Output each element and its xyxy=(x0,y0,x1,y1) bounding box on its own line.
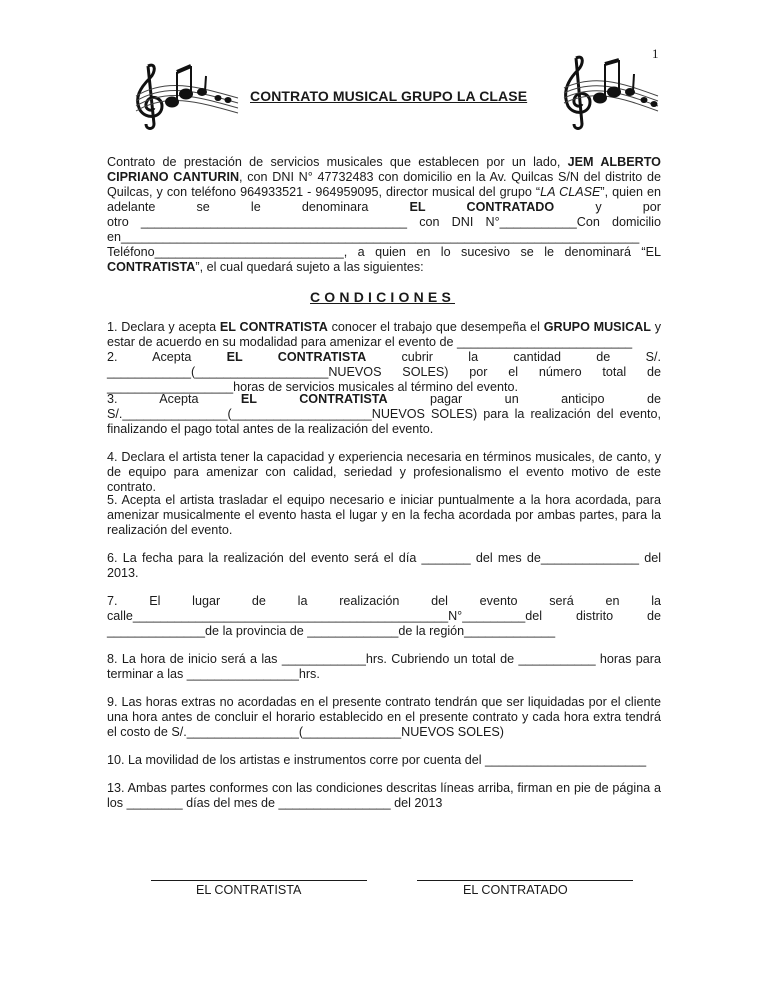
clause-6 xyxy=(107,551,661,581)
clause-text: de equipo para amenizar con calidad, seriedad y profesionalismo el evento motivo de este contrato. xyxy=(107,465,661,494)
eighth-notes-icon xyxy=(594,60,657,106)
clause-3 xyxy=(107,392,661,437)
eighth-notes-icon xyxy=(166,66,231,107)
clause-text: 9. Las horas extras no acordadas en el presente contrato tendrán que ser liquidadas por el cliente xyxy=(107,695,661,709)
clause-text: 3. Acepta xyxy=(107,392,241,406)
clause-text: 2013. xyxy=(107,566,139,580)
signature-label-contratista: EL CONTRATISTA xyxy=(196,883,302,897)
party-contratista: EL CONTRATISTA xyxy=(219,320,328,334)
contratista-address-line: en__________________________________________________________________________ xyxy=(107,230,640,244)
clause-text: amenizar musicalmente el evento hasta el lugar y en la fecha acordada por ambas partes, para la xyxy=(107,508,661,522)
signature-line-contratado xyxy=(417,870,633,881)
intro-text: Contrato de prestación de servicios musicales que establecen por un lado, xyxy=(107,155,568,169)
clause-text: pagar un anticipo de xyxy=(387,392,661,406)
contratista-name-line: otro ______________________________________ con DNI N°___________Con domicilio xyxy=(107,215,661,229)
conditions-heading: CONDICIONES xyxy=(310,289,455,305)
group-name: LA CLASE xyxy=(540,185,601,199)
clause-2 xyxy=(107,350,661,395)
party-contratado: EL CONTRATADO xyxy=(409,200,555,214)
clause-text: una hora antes de concluir el horario establecido en el presente contrato y cada hora extra tendrá xyxy=(107,710,661,724)
clause-1 xyxy=(107,320,661,350)
intro-text: ”, quien en xyxy=(600,185,662,199)
clause-text: 5. Acepta el artista trasladar el equipo necesario e iniciar puntualmente a la hora acordada, para xyxy=(107,493,661,507)
clause-text: 13. Ambas partes conformes con las condiciones descritas líneas arriba, firman en pie de página a xyxy=(107,781,661,795)
music-notes-logo-left xyxy=(126,58,242,130)
music-notes-logo-right xyxy=(558,52,662,132)
clause-5 xyxy=(107,493,661,538)
clause-text: cubrir la cantidad de S/. xyxy=(366,350,661,364)
clause-text: realización del evento. xyxy=(107,523,233,537)
clause-text: calle_____________________________________________N°_________del distrito de xyxy=(107,609,661,623)
party-contratista: CONTRATISTA xyxy=(107,260,196,274)
intro-text: y por xyxy=(554,200,661,214)
clause-text: S/._______________(____________________NUEVOS SOLES) para la realización del evento, xyxy=(107,407,661,421)
clause-4 xyxy=(107,450,661,495)
clause-text: __________________horas de servicios musicales al término del evento. xyxy=(107,380,518,394)
clause-text: 6. La fecha para la realización del evento será el día _______ del mes de______________ del xyxy=(107,551,661,565)
document-title: CONTRATO MUSICAL GRUPO LA CLASE xyxy=(250,88,528,104)
clause-13 xyxy=(107,781,661,811)
clause-7 xyxy=(107,594,661,639)
clause-text: el costo de S/.________________(______________NUEVOS SOLES) xyxy=(107,725,504,739)
clause-9 xyxy=(107,695,661,740)
intro-text: , con DNI N° 47732483 con domicilio en la Av. Quilcas S/N del distrito de xyxy=(239,170,661,184)
clause-text: 8. La hora de inicio será a las ____________hrs. Cubriendo un total de ___________ horas para xyxy=(107,652,661,666)
signature-line-contratista xyxy=(151,870,367,881)
clause-10 xyxy=(107,753,661,768)
clause-text: finalizando el pago total antes de la realización del evento. xyxy=(107,422,434,436)
clause-text: terminar a las ________________hrs. xyxy=(107,667,320,681)
contratista-phone-line: Teléfono___________________________, a quien en lo sucesivo se le denominará “EL xyxy=(107,245,661,259)
clause-text: conocer el trabajo que desempeña el xyxy=(327,320,544,334)
party-contratista: EL CONTRATISTA xyxy=(226,350,367,364)
clause-text: 2. Acepta xyxy=(107,350,227,364)
group-label: GRUPO MUSICAL xyxy=(543,320,651,334)
clause-text: los ________ días del mes de ________________ del 2013 xyxy=(107,796,443,810)
director-name: CIPRIANO CANTURIN xyxy=(107,170,240,184)
clause-text: 7. El lugar de la realización del evento será en la xyxy=(107,594,661,608)
director-name: JEM ALBERTO xyxy=(567,155,661,169)
intro-paragraph xyxy=(107,155,661,275)
clause-text: 4. Declara el artista tener la capacidad y experiencia necesaria en términos musicales, de canto, y xyxy=(107,450,661,464)
party-contratista: EL CONTRATISTA xyxy=(240,392,388,406)
intro-text: Quilcas, y con teléfono 964933521 - 964959095, director musical del grupo “ xyxy=(107,185,541,199)
clause-text: ____________(___________________NUEVOS SOLES) por el número total de xyxy=(107,365,661,379)
intro-text: ”, el cual quedará sujeto a las siguientes: xyxy=(195,260,424,274)
clause-text: 1. Declara y acepta xyxy=(107,320,220,334)
clause-text: estar de acuerdo en su modalidad para amenizar el evento de _________________________ xyxy=(107,335,633,349)
clause-text: ______________de la provincia de _____________de la región_____________ xyxy=(107,624,556,638)
clause-text: y xyxy=(650,320,661,334)
clause-text: 10. La movilidad de los artistas e instrumentos corre por cuenta del _______________________ xyxy=(107,753,647,767)
page-number: 1 xyxy=(652,46,659,61)
clause-8 xyxy=(107,652,661,682)
signature-label-contratado: EL CONTRATADO xyxy=(463,883,568,897)
intro-text: adelante se le denominara xyxy=(107,200,410,214)
